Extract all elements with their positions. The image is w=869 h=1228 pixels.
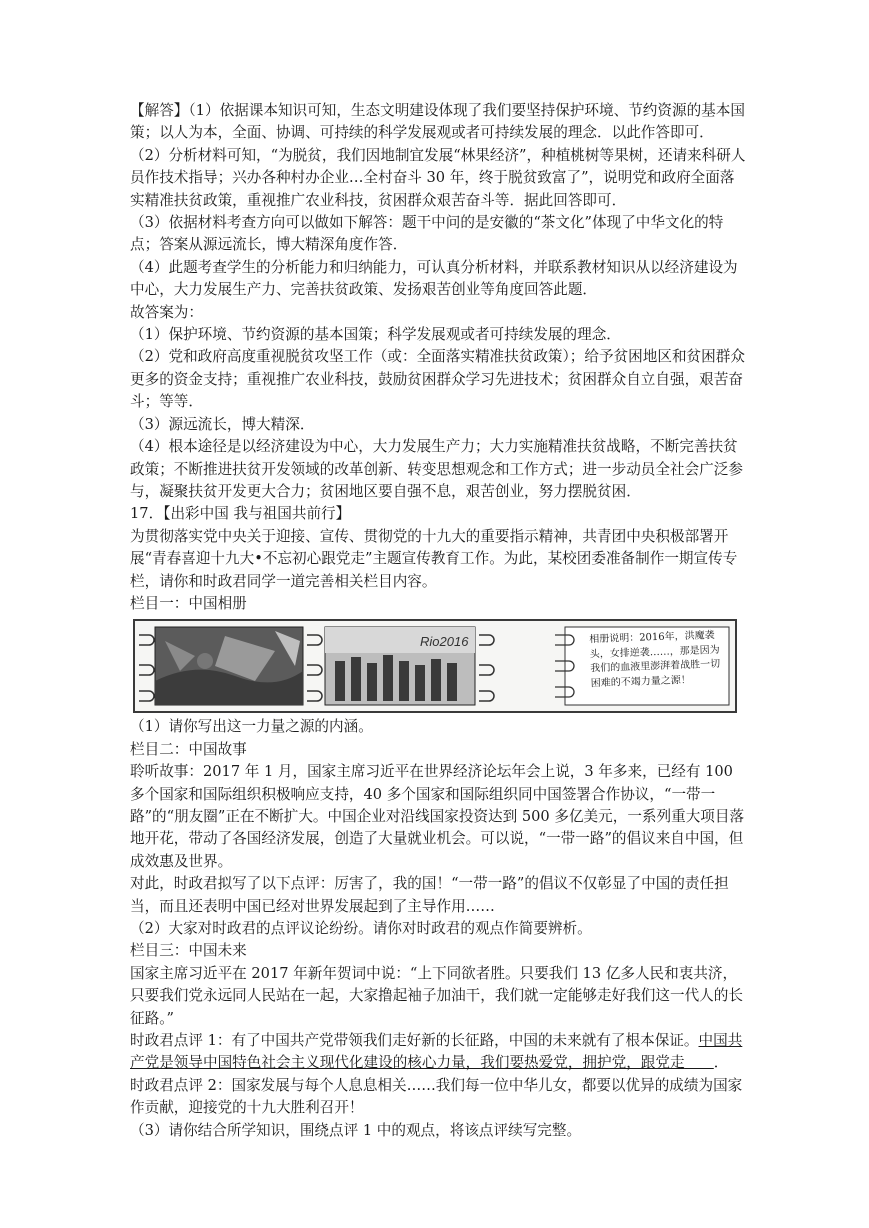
final-answer-4: （4）根本途径是以经济建设为中心，大力发展生产力；大力实施精准扶贫战略，不断完善扶贫政策；不断推进扶贫开发领域的改革创新、转变思想观念和工作方式；进一步动员全社会广泛参与，凝聚扶贫开发更大合力；贫困地区要自强不息，艰苦创业，努力摆脱贫困．: [130, 438, 743, 500]
review-2: 时政君点评 2：国家发展与每个人息息相关……我们每一位中华儿女，都要以优异的成绩为国家作贡献，迎接党的十九大胜利召开！: [130, 1076, 743, 1117]
final-answer-2: （2）党和政府高度重视脱贫攻坚工作（或：全面落实精准扶贫政策）；给予贫困地区和贫困群众更多的资金支持；重视推广农业科技，鼓励贫困群众学习先进技术；贫困群众自立自强，艰苦奋斗；等等．: [130, 348, 745, 411]
final-answer-3: （3）源远流长，博大精深．: [130, 415, 315, 433]
answer-heading: 【解答】: [130, 102, 189, 119]
question-17-part-2: （2）大家对时政君的点评议论纷纷。请你对时政君的观点作简要辨析。: [130, 920, 592, 937]
future-paragraph: 国家主席习近平在 2017 年新年贺词中说：“上下同欲者胜。只要我们 13 亿多人民和衷共济，只要我们党永远同人民站在一起，大家撸起袖子加油干，我们就一定能够走好我们这一代人的长征路。”: [130, 964, 743, 1027]
answer-paragraph-1: 【解答】（1）依据课本知识可知，生态文明建设体现了我们要坚持保护环境、节约资源的基本国策；以人为本，全面、协调、可持续的科学发展观或者可持续发展的理念．以此作答即可．: [130, 102, 745, 142]
comment-paragraph: 对此，时政君拟写了以下点评：厉害了，我的国！“一带一路”的倡议不仅彰显了中国的责任担当，而且还表明中国已经对世界发展起到了主导作用……: [130, 875, 729, 915]
review-1-underlined: 中国共产党是领导中国特色社会主义现代化建设的核心力量，我们要热爱党，拥护党，跟党走: [130, 1032, 743, 1072]
rio2016-logo: Rio2016: [420, 634, 469, 650]
answer-paragraph-2: （2）分析材料可知，“为脱贫，我们因地制宜发展“林果经济”，种植桃树等果树，还请来科研人员作技术指导；兴办各种村办企业…全村奋斗 30 年，终于脱贫致富了”，说明党和政府全面落实精准扶贫政策，重视推广农业科技，贫困群众艰苦奋斗等．据此回答即可．: [130, 146, 746, 209]
answer-paragraph-4: （4）此题考查学生的分析能力和归纳能力，可认真分析材料，并联系教材知识从以经济建设为中心，大力发展生产力、完善扶贫政策、发扬艰苦创业等角度回答此题．: [130, 258, 738, 299]
review-1: 时政君点评 1：有了中国共产党带领我们走好新的长征路，中国的未来就有了根本保证。中国共产党是领导中国特色社会主义现代化建设的核心力量，我们要热爱党，拥护党，跟党走 ．: [130, 1032, 743, 1072]
album-caption: 相册说明：2016年，洪魔袭头，女排逆袭……，那是因为我们的血液里澎湃着战胜一切困难的不竭力量之源！: [589, 630, 721, 690]
binder-rings-icon: [139, 635, 154, 701]
answer-paragraph-3: （3）依据材料考查方向可以做如下解答：题干中问的是安徽的“茶文化”体现了中华文化的特点；答案从源远流长，博大精深角度作答．: [130, 214, 724, 254]
column-2-title: 栏目二：中国故事: [130, 740, 247, 758]
question-17-part-1: （1）请你写出这一力量之源的内涵。: [130, 718, 373, 736]
final-answer-1: （1）保护环境、节约资源的基本国策；科学发展观或者可持续发展的理念．: [130, 326, 621, 344]
photo-album-figure: [133, 619, 737, 713]
document-page: [130, 100, 746, 1142]
answer-label: 故答案为：: [130, 303, 203, 321]
question-17-part-3: （3）请你结合所学知识，围绕点评 1 中的观点，将该点评续写完整。: [130, 1121, 582, 1139]
column-1-title: 栏目一：中国相册: [130, 594, 247, 612]
column-3-title: 栏目三：中国未来: [130, 942, 247, 960]
question-17-intro: 为贯彻落实党中央关于迎接、宣传、贯彻党的十九大的重要指示精神，共青团中央积极部署开展“青春喜迎十九大•不忘初心跟党走”主题宣传教育工作。为此，某校团委准备制作一期宣传专栏，请你和时政君同学一道完善相关栏目内容。: [130, 527, 738, 590]
question-17-title: 17．【出彩中国 我与祖国共前行】: [130, 505, 351, 523]
story-paragraph: 聆听故事：2017 年 1 月，国家主席习近平在世界经济论坛年会上说，3 年多来，已经有 100 多个国家和国际组织积极响应支持，40 多个国家和国际组织同中国签署合作协议，“一带一路”的“朋友圈”正在不断扩大。中国企业对沿线国家投资达到 500 多亿美元，一系列重大项目落地开花，带动了各国经济发展，创造了大量就业机会。可以说，“一带一路”的倡议来自中国，但成效惠及世界。: [130, 763, 745, 870]
